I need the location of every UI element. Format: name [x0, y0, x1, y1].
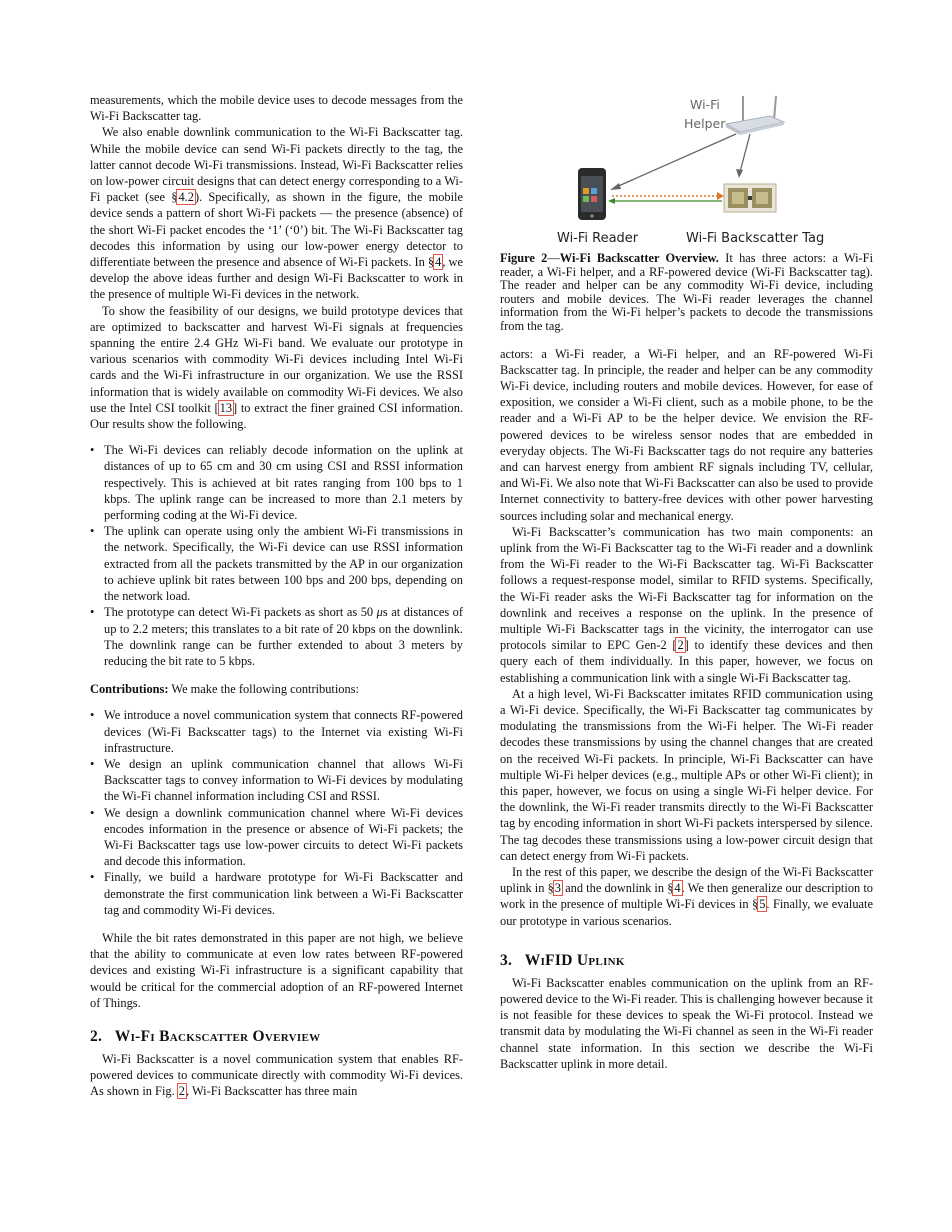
citation-link[interactable]: 2 [677, 638, 684, 653]
helper-label-1: Wi-Fi [690, 97, 720, 112]
list-item: • The uplink can operate using only the ambient Wi-Fi transmissions in the network. Specifically, the Wi-Fi device can use RSSI information extracted from all the packets transmitted by the AP in our organization to achieve uplink bit rates between 100 bps and 200 bps, depending on the network load. [90, 523, 463, 604]
section-ref-link[interactable]: 4.2 [178, 190, 194, 205]
figure-caption: Figure 2—Wi-Fi Backscatter Overview. It has three actors: a Wi-Fi reader, a Wi-Fi helper, and a RF-powered device (Wi-Fi Backscatter tag). The reader and helper can be any commodity Wi-Fi device, including routers and mobile devices. The Wi-Fi reader leverages the channel information from the Wi-Fi helper’s packets to decode the transmissions from the tag. [500, 251, 874, 333]
reader-label: Wi-Fi Reader [557, 231, 639, 246]
figure-2 [500, 92, 873, 252]
list-item: • The Wi-Fi devices can reliably decode information on the uplink at distances of up to 65 cm and 30 cm using CSI and RSSI information respectively. This is achieved at bit rates ranging from 100 bps to 1 kbps. The uplink range can be increased to more than 2.1 meters by performing coding at the Wi-Fi device. [90, 442, 463, 523]
helper-label-2: Helper [684, 116, 726, 131]
paragraph: Contributions: We make the following contributions: [90, 682, 359, 697]
list-item: • The prototype can detect Wi-Fi packets as short as 50 μs at distances of up to 2.2 meters; this translates to a bit rate of 20 kbps on the downlink. The downlink range can be further extended to about 3 meters by reducing the bit rate to 5 kbps. [90, 604, 463, 669]
paragraph: measurements, which the mobile device uses to decode messages from the Wi-Fi Backscatter tag. [90, 93, 463, 124]
contributions-list [90, 707, 463, 918]
section-heading: 3. WiFID Uplink [500, 951, 625, 969]
helper-to-reader-arrow [614, 134, 736, 188]
list-item: • We introduce a novel communication system that connects RF-powered devices (Wi-Fi Backscatter tags) to the Internet via existing Wi-Fi infrastructure. [90, 707, 463, 756]
phone-icon [578, 168, 606, 220]
figure-diagram [500, 92, 873, 252]
results-list [90, 442, 463, 669]
right-column [500, 92, 873, 1072]
left-column [90, 92, 463, 1100]
section-ref-link[interactable]: 3 [554, 881, 561, 896]
section-ref-link[interactable]: 4 [674, 881, 681, 896]
paragraph: We also enable downlink communication to the Wi-Fi Backscatter tag. While the mobile device can send Wi-Fi packets directly to the tag, the latter cannot decode Wi-Fi transmissions. Instead, Wi-Fi Backscatter relies on low-power circuit designs that can detect energy corresponding to a Wi-Fi packet (see §4.2). Specifically, as shown in the figure, the mobile device sends a pattern of short Wi-Fi packets — the presence (absence) of the short Wi-Fi packet encodes the ‘1’ (‘0’) bit. The Wi-Fi Backscatter tag decodes this information by using our low-power energy detector to differentiate between the presence and absence of Wi-Fi packets. In §4, we develop the above ideas further and design Wi-Fi Backscatter to work in the presence of multiple Wi-Fi devices in the network. [90, 125, 463, 302]
list-item: • We design an uplink communication channel that allows Wi-Fi Backscatter tags to convey information to Wi-Fi devices by modulating the Wi-Fi channel information including CSI and RSSI. [90, 756, 463, 805]
wifi-router-icon [726, 96, 784, 135]
contributions-label: Contributions: [90, 682, 169, 697]
citation-link[interactable]: 13 [219, 400, 233, 415]
paragraph: In the rest of this paper, we describe the design of the Wi-Fi Backscatter uplink in §3 and the downlink in §4. We then generalize our description to work in the presence of multiple Wi-Fi devices in §5. Finally, we evaluate our prototype in various scenarios. [500, 865, 873, 928]
paragraph: While the bit rates demonstrated in this paper are not high, we believe that the ability to communicate at even low rates between RF-powered devices and existing Wi-Fi infrastructure is a significant capability that would be critical for the commercial adoption of an RF-powered Internet of Things. [90, 930, 463, 1010]
figure-ref-link[interactable]: 2 [178, 1084, 185, 1099]
helper-to-tag-arrow [740, 134, 750, 172]
paragraph: Wi-Fi Backscatter’s communication has two main components: an uplink from the Wi-Fi Backscatter tag to the Wi-Fi reader and a downlink from the Wi-Fi reader to the Wi-Fi Backscatter tag. Wi-Fi Backscatter follows a request-response model, similar to RFID systems. Specifically, the Wi-Fi reader asks the Wi-Fi Backscatter tag for information on the downlink and receives a response on the uplink. In the presence of multiple Wi-Fi Backscatter tags in the vicinity, the interrogator can use protocols similar to EPC Gen-2 [2] to identify these devices and then query each of them individually. In this paper, however, we focus on establishing a communication link with a single Wi-Fi Backscatter tag. [500, 524, 873, 685]
paragraph: Wi-Fi Backscatter is a novel communication system that enables RF-powered devices to communicate directly with commodity Wi-Fi devices. As shown in Fig. 2, Wi-Fi Backscatter has three main [90, 1051, 463, 1099]
tag-label: Wi-Fi Backscatter Tag [686, 231, 825, 246]
paragraph: actors: a Wi-Fi reader, a Wi-Fi helper, and an RF-powered Wi-Fi Backscatter tag. In principle, the reader and helper can be any commodity Wi-Fi device, including routers and mobile devices. However, for ease of exposition, we consider a Wi-Fi client, such as a mobile phone, to be the reader and a Wi-Fi AP to be the helper device. We envision the RF-powered devices to be wireless sensor nodes that are embedded in everyday objects. The Wi-Fi Backscatter tags do not require any batteries and can harvest energy from ambient RF signals including TV, cellular, and Wi-Fi. We also note that Wi-Fi Backscatter can also be used to provide Internet connectivity to battery-free devices with other power harvesting sources including solar and mechanical energy. [500, 346, 873, 523]
list-item: • We design a downlink communication channel where Wi-Fi devices encodes information in the presence or absence of Wi-Fi packets; the Wi-Fi Backscatter tags use low-power circuits to detect Wi-Fi packets and decode this information. [90, 805, 463, 870]
paragraph: Wi-Fi Backscatter enables communication on the uplink from an RF-powered device to the Wi-Fi reader. This is challenging however because it is not feasible for these devices to speak the Wi-Fi protocol. Instead we transmit data by modulating the Wi-Fi channel as seen in the Wi-Fi reader channel state information. In this section we describe the Wi-Fi Backscatter uplink in more detail. [500, 975, 873, 1071]
section-ref-link[interactable]: 4 [435, 255, 442, 270]
paragraph: To show the feasibility of our designs, we build prototype devices that are optimized to backscatter and harvest Wi-Fi signals at frequencies spanning the entire 2.4 GHz Wi-Fi band. We evaluate our prototype in various scenarios with commodity Wi-Fi devices including Intel Wi-Fi cards and the Wi-Fi infrastructure in our organization. We use the RSSI information that is widely available on commodity Wi-Fi devices. We also use the Intel CSI toolkit [13] to extract the finer grained CSI information. Our results show the following. [90, 303, 463, 432]
list-item: • Finally, we build a hardware prototype for Wi-Fi Backscatter and demonstrate the first communication link between a Wi-Fi Backscatter tag and commodity Wi-Fi devices. [90, 869, 463, 918]
section-heading: 2. Wi-Fi Backscatter Overview [90, 1027, 321, 1045]
backscatter-tag-icon [724, 184, 776, 212]
section-ref-link[interactable]: 5 [759, 897, 766, 912]
paragraph: At a high level, Wi-Fi Backscatter imitates RFID communication using a Wi-Fi device. Specifically, the Wi-Fi Backscatter tag communicates by modulating the transmissions from the Wi-Fi helper. The Wi-Fi reader decodes these transmissions by using the channel changes that are created on the received Wi-Fi packets. In principle, Wi-Fi Backscatter can have multiple Wi-Fi helper devices (e.g., multiple APs or other Wi-Fi client); in this paper, however, we focus on using a single Wi-Fi helper device. For the downlink, the Wi-Fi reader transmits directly to the Wi-Fi Backscatter tag by encoding information in short Wi-Fi packets interspersed by silence. The tag decodes these transmissions using a low-power circuit design that can detect energy from Wi-Fi packets. [500, 686, 873, 863]
